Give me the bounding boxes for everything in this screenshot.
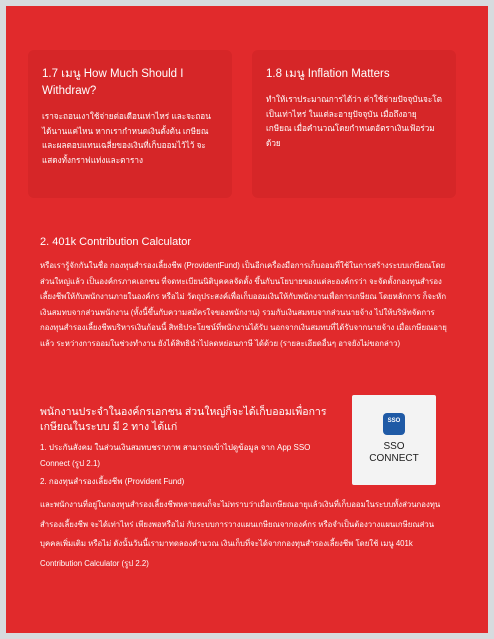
card-text: เราจะถอนเงาใช้จ่ายต่อเดือนเท่าไหร่ และจะถอนได้นานแค่ไหน หากเรากำหนดเงินตั้งต้น เกษียณและผลตอบแทนเฉลี่ยของเงินที่เก็บออมไว้ไว้ จะแสดงทั้งกราฟแท่งและตาราง (42, 112, 211, 165)
sso-logo-icon: SSO Connect (383, 413, 405, 435)
sso-connect-app-icon (352, 395, 436, 485)
card-title: 1.8 เมนู Inflation Matters (266, 68, 390, 80)
card-how-much-withdraw (28, 50, 232, 198)
list-item-social-security: 1. ประกันสังคม ในส่วนเงินสมทบชราภาพ สามารถเข้าไปดูข้อมูล จาก App SSO Connect (รูป 2.1) (40, 443, 311, 468)
sso-connect-label: SSO CONNECT (369, 441, 419, 464)
document-page (6, 6, 488, 633)
card-text: ทำให้เราประมาณการได้ว่า ค่าใช้จ่ายปัจจุบันจะโตเป็นเท่าไหร่ ในแต่ละอายุปัจจุบัน เมื่อถึงอายุเกษียณ เมื่อคำนวณโดยกำหนดอัตราเงินเฟ้อร่วมด้วย (266, 95, 442, 148)
card-title: 1.7 เมนู How Much Should I Withdraw? (42, 68, 184, 97)
subsection-title: พนักงานประจำในองค์กรเอกชน ส่วนใหญ่ก็จะได้เก็บออมเพื่อการเกษียณในระบบ มี 2 ทาง ได้แก่ (40, 406, 327, 433)
card-inflation-matters (252, 50, 456, 198)
section-title: 2. 401k Contribution Calculator (40, 236, 192, 248)
section-paragraph: หรือเรารู้จักกันในชื่อ กองทุนสำรองเลี้ยงชีพ (ProvidentFund) เป็นอีกเครื่องมือการเก็บออมที่ใช้ในการสร้างระบบเกษียณโดยส่วนใหญ่แล้ว เป็นองค์กรภาคเอกชน ที่จดทะเบียนนิติบุคคลจัดตั้ง ขึ้นกับนโยบายของแต่ละองค์กรว่า จะจัดตั้งกองทุนสำรองเลี้ยงชีพให้กับพนักงานภายในองค์กร หรือไม่ วัตถุประสงค์เพื่อเก็บออมเงินให้กับพนักงานเพื่อการเกษียณ โดยหลักการ ก็จะหักเงินสมทบจากส่วนพนักงาน (ทั้งนี้ขึ้นกับความสมัครใจของพนักงาน) รวมกับเงินสมทบจากส่วนนายจ้าง ไปให้บริษัทจัดการกองทุนสำรองเลี้ยงชีพบริหารเงินก้อนนี้ สิทธิประโยชน์ที่พนักงานได้รับ นอกจากเงินสมทบที่ได้รับจากนายจ้าง เมื่อเกษียณอายุแล้ว ระหว่างการออมในช่วงทำงาน ยังได้สิทธินำไปลดหย่อนภาษี ได้ด้วย (รายละเอียดอื่นๆ อาจยังไม่ขอกล่าว) (40, 261, 447, 348)
list-item-provident-fund: 2. กองทุนสำรองเลี้ยงชีพ (Provident Fund) (40, 477, 185, 486)
closing-paragraph: และพนักงานที่อยู่ในกองทุนสำรองเลี้ยงชีพหลายคนก็จะไม่ทราบว่าเมื่อเกษียณอายุแล้วเงินที่เก็บออมในระบบทั้งส่วนกองทุนสำรองเลี้ยงชีพ จะได้เท่าไหร่ เพียงพอหรือไม่ กับระบบการวางแผนเกษียณจากองค์กร หรือจำเป็นต้องวางแผนเกษียณส่วนบุคคลเพิ่มเติม หรือไม่ ดังนั้นวันนี้เรามาทดลองคำนวณ เงินเก็บที่จะได้จากกองทุนสำรองเลี้ยงชีพ โดยใช้ เมนู 401k Contribution Calculator (รูป 2.2) (40, 500, 441, 568)
